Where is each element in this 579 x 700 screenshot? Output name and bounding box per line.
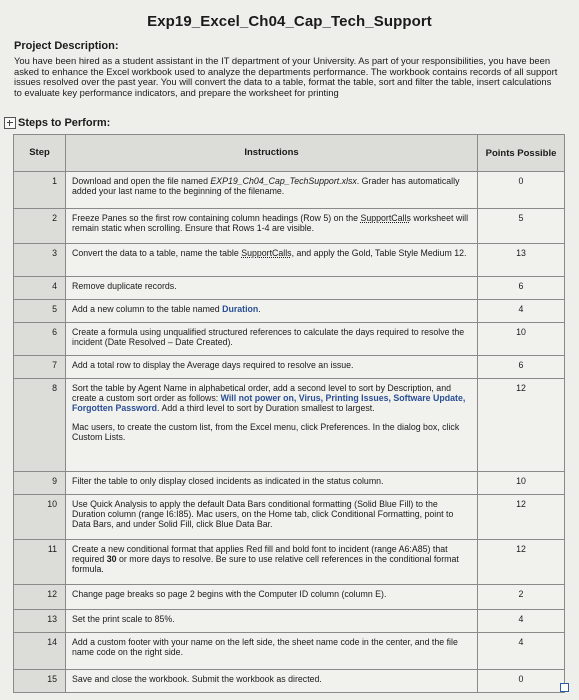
points-value: 2 xyxy=(478,585,565,610)
table-row xyxy=(14,277,565,300)
step-number: 11 xyxy=(14,540,66,585)
instruction-text: Freeze Panes so the first row containing column headings (Row 5) on the SupportCalls worksheet will remain static when scrolling. Ensure that Rows 1-4 are visible. xyxy=(66,209,478,244)
square-icon xyxy=(560,683,569,692)
points-value: 6 xyxy=(478,356,565,379)
instruction-text: Change page breaks so page 2 begins with the Computer ID column (column E). xyxy=(66,585,478,610)
step-number: 4 xyxy=(14,277,66,300)
steps-heading xyxy=(4,117,110,129)
table-row xyxy=(14,323,565,356)
instruction-text: Download and open the file named EXP19_Ch04_Cap_TechSupport.xlsx. Grader has automatically added your last name to the beginning of the filename. xyxy=(66,172,478,209)
instruction-text: Sort the table by Agent Name in alphabetical order, add a second level to sort by Description, and create a custom sort order as follows: Will not power on, Virus, Printing Issues, Software Update, Forgotten Password. Add a third level to sort by Duration smallest to largest. Mac users, to create the custom list, from the Excel menu, click Preferences. In the dialog box, click Custom Lists. xyxy=(66,379,478,472)
step-number: 7 xyxy=(14,356,66,379)
instruction-text: Create a formula using unqualified structured references to calculate the days required to resolve the incident (Date Resolved – Date Created). xyxy=(66,323,478,356)
step-number: 13 xyxy=(14,610,66,633)
points-value: 10 xyxy=(478,323,565,356)
points-value: 6 xyxy=(478,277,565,300)
step-number: 5 xyxy=(14,300,66,323)
instruction-text: Save and close the workbook. Submit the workbook as directed. xyxy=(66,670,478,693)
table-row xyxy=(14,472,565,495)
project-description-text: You have been hired as a student assistant in the IT department of your University. As part of your responsibilities, you have been asked to enhance the Excel workbook used to analyze the departments performance. The workbook contains records of all support issues resolved over the past year. You will convert the data to a table, format the table, sort and filter the table, insert calculations to evaluate key performance indicators, and prepare the worksheet for printing xyxy=(14,55,558,98)
table-row xyxy=(14,300,565,323)
points-value: 4 xyxy=(478,610,565,633)
custom-sort-order: Will not power on, Virus, Printing Issues, Software Update, Forgotten Password xyxy=(72,393,466,413)
points-value: 0 xyxy=(478,172,565,209)
points-value: 4 xyxy=(478,633,565,670)
points-value: 12 xyxy=(478,540,565,585)
steps-heading-label: Steps to Perform: xyxy=(18,117,111,129)
document-title: Exp19_Excel_Ch04_Cap_Tech_Support xyxy=(147,13,432,30)
instruction-text: Add a total row to display the Average days required to resolve an issue. xyxy=(66,356,478,379)
column-name: Duration xyxy=(222,304,259,314)
table-row xyxy=(14,379,565,472)
points-value: 4 xyxy=(478,300,565,323)
step-number: 3 xyxy=(14,244,66,277)
step-number: 10 xyxy=(14,495,66,540)
instruction-text: Create a new conditional format that applies Red fill and bold font to incident (range A6:A85) that required 30 or more days to resolve. Be sure to use relative cell references in the conditional format formula. xyxy=(66,540,478,585)
points-value: 12 xyxy=(478,379,565,472)
points-value: 12 xyxy=(478,495,565,540)
table-row xyxy=(14,495,565,540)
table-row xyxy=(14,244,565,277)
table-row xyxy=(14,209,565,244)
step-number: 12 xyxy=(14,585,66,610)
instructions-column-header: Instructions xyxy=(66,135,478,172)
expand-icon[interactable] xyxy=(4,117,16,129)
table-row xyxy=(14,356,565,379)
instruction-text: Remove duplicate records. xyxy=(66,277,478,300)
step-number: 9 xyxy=(14,472,66,495)
steps-table xyxy=(13,134,565,693)
table-row xyxy=(14,172,565,209)
table-row xyxy=(14,633,565,670)
table-name: SupportCalls xyxy=(241,248,292,258)
instruction-text: Add a new column to the table named Duration. xyxy=(66,300,478,323)
mac-note: Mac users, to create the custom list, from the Excel menu, click Preferences. In the dialog box, click Custom Lists. xyxy=(72,422,460,442)
step-column-header: Step xyxy=(14,135,66,172)
instruction-text: Use Quick Analysis to apply the default Data Bars conditional formatting (Solid Blue Fill) to the Duration column (range I6:I85). Mac users, on the Home tab, click Conditional Formatting, point to Data Bars, and under Solid Fill, click Blue Data Bar. xyxy=(66,495,478,540)
worksheet-name: SupportCalls xyxy=(360,213,411,223)
project-description-heading: Project Description: xyxy=(14,40,119,52)
points-value: 10 xyxy=(478,472,565,495)
instruction-text: Convert the data to a table, name the table SupportCalls, and apply the Gold, Table Style Medium 12. xyxy=(66,244,478,277)
step-number: 2 xyxy=(14,209,66,244)
table-header-row xyxy=(14,135,565,172)
filename: EXP19_Ch04_Cap_TechSupport.xlsx xyxy=(210,176,357,186)
table-row xyxy=(14,585,565,610)
points-value: 5 xyxy=(478,209,565,244)
step-number: 15 xyxy=(14,670,66,693)
table-row xyxy=(14,540,565,585)
step-number: 14 xyxy=(14,633,66,670)
points-value: 0 xyxy=(478,670,565,693)
step-number: 8 xyxy=(14,379,66,472)
day-threshold: 30 xyxy=(106,554,117,564)
step-number: 1 xyxy=(14,172,66,209)
points-column-header: Points Possible xyxy=(478,135,565,172)
table-row xyxy=(14,670,565,693)
table-row xyxy=(14,610,565,633)
instruction-text: Set the print scale to 85%. xyxy=(66,610,478,633)
step-number: 6 xyxy=(14,323,66,356)
instruction-text: Add a custom footer with your name on the left side, the sheet name code in the center, and the file name code on the right side. xyxy=(66,633,478,670)
points-value: 13 xyxy=(478,244,565,277)
instruction-text: Filter the table to only display closed incidents as indicated in the status column. xyxy=(66,472,478,495)
